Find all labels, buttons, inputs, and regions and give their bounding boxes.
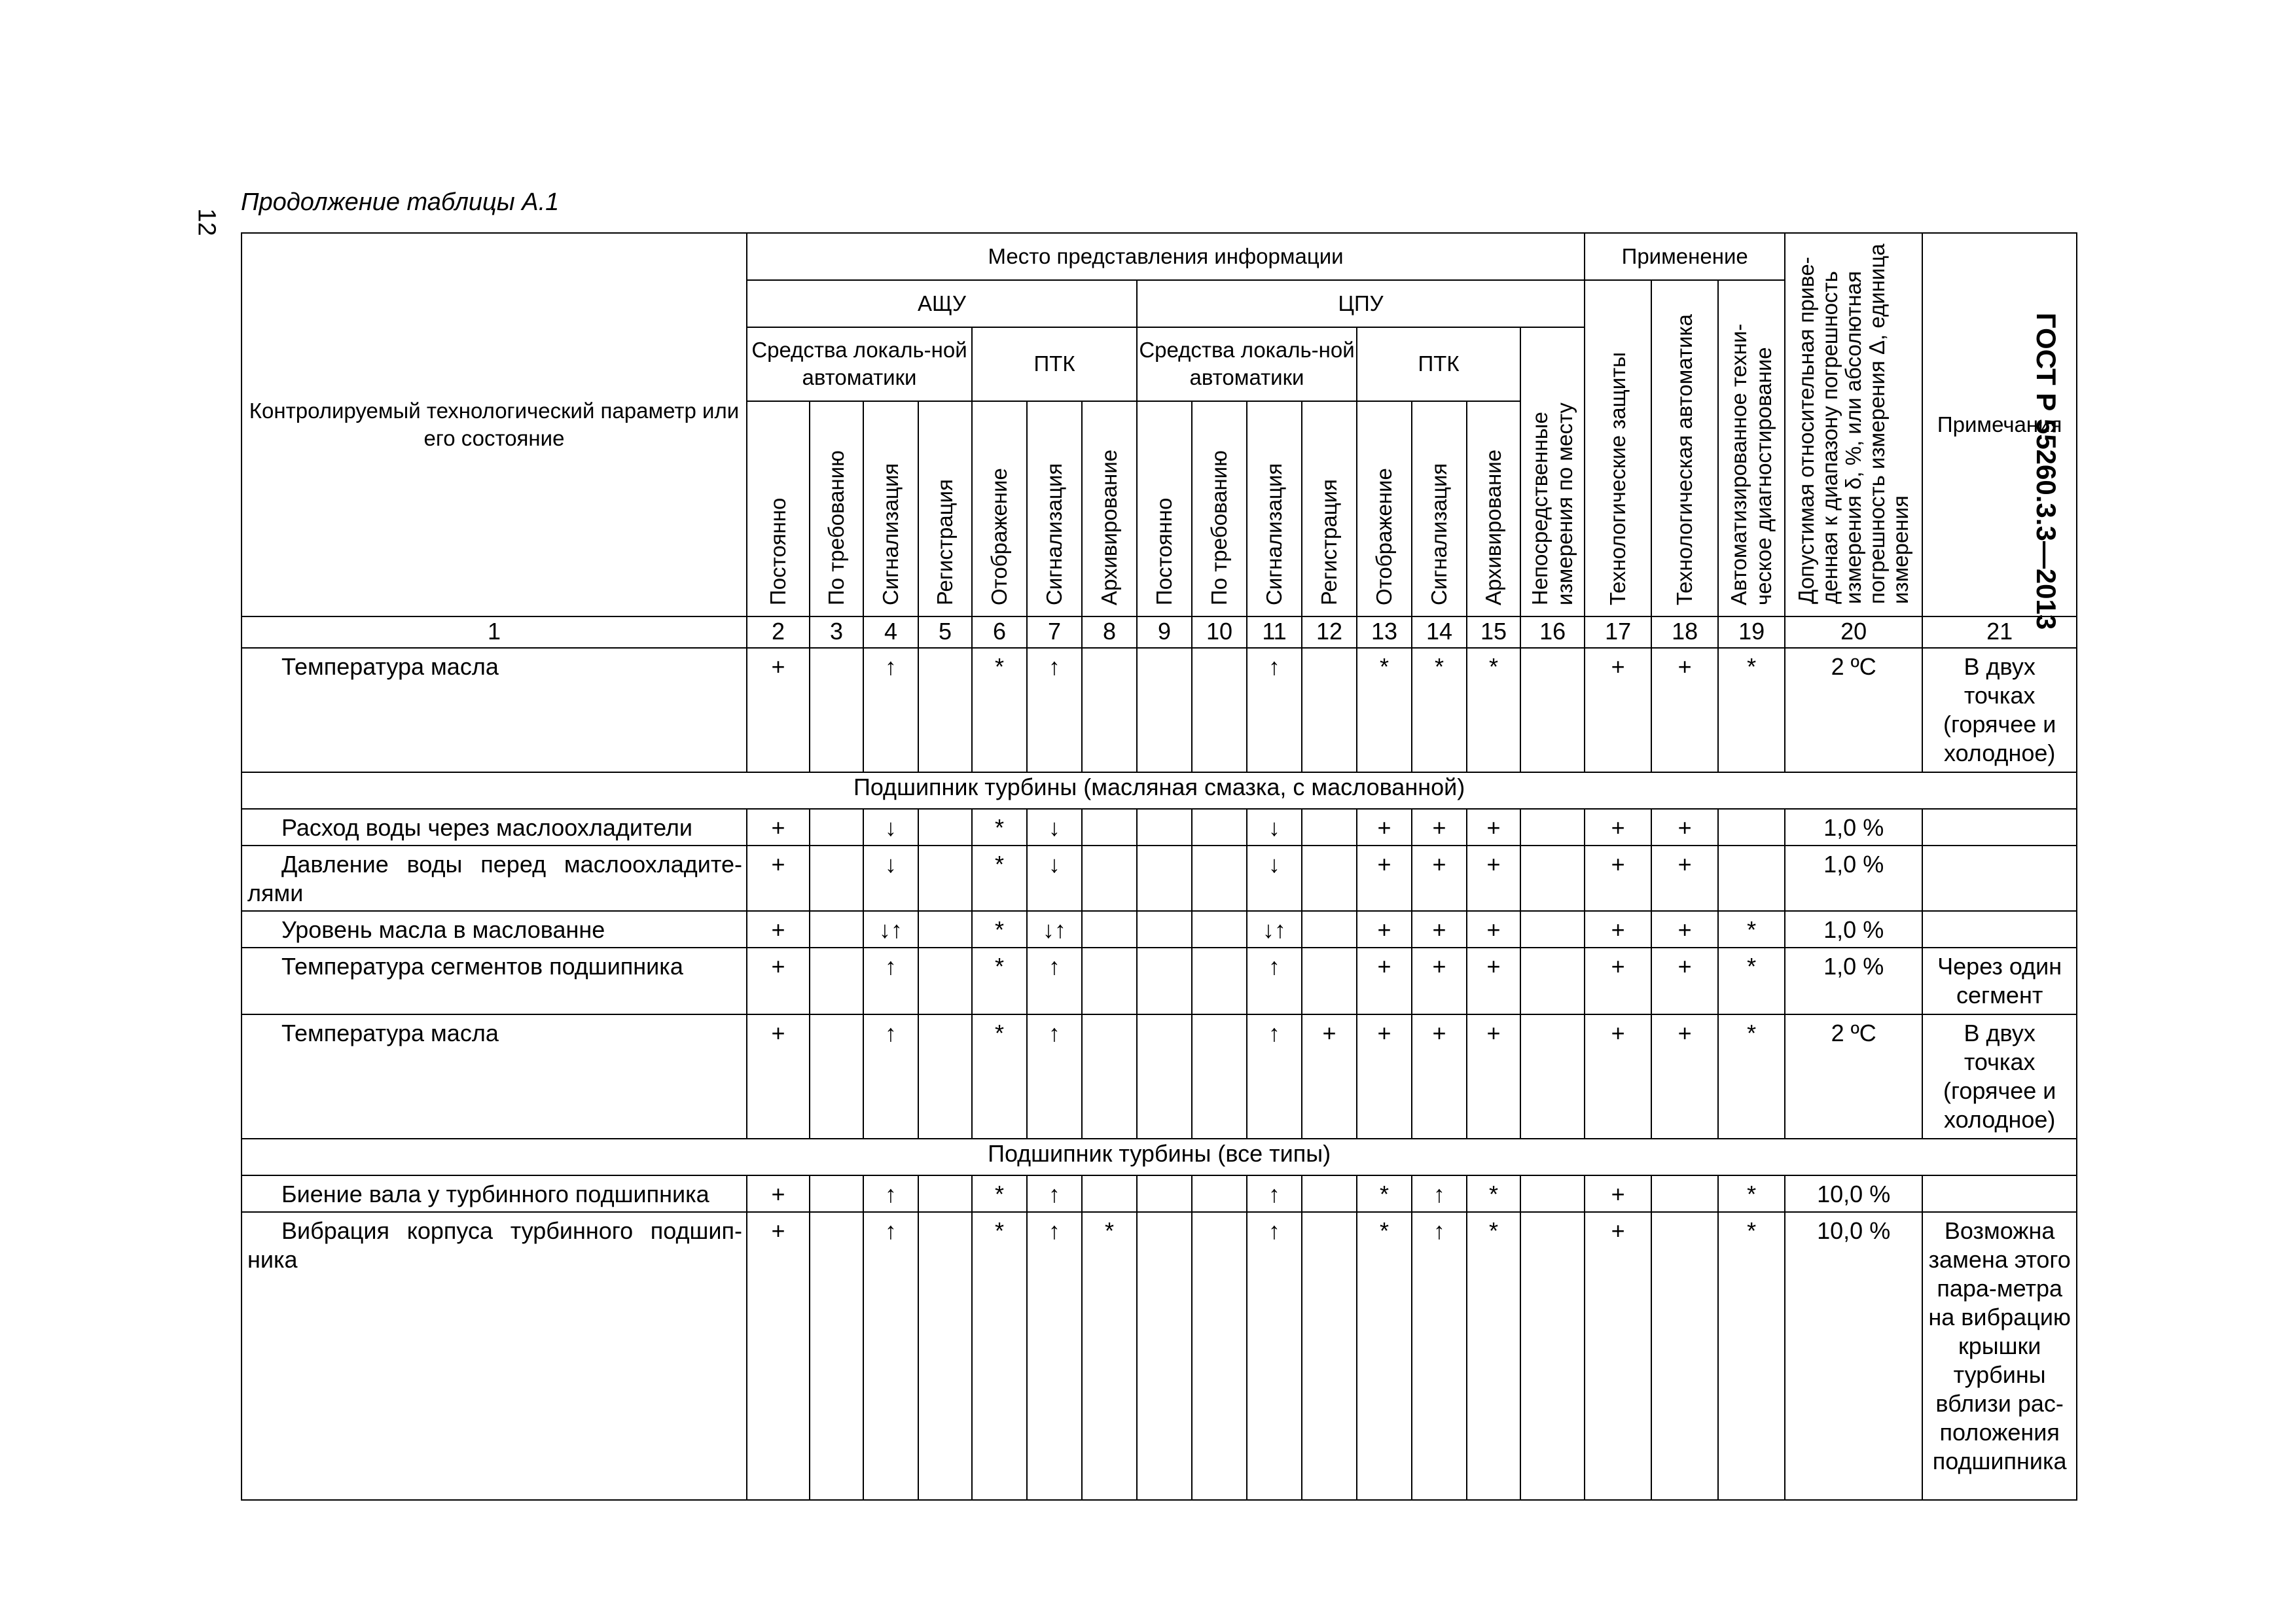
mark-cell bbox=[1082, 948, 1137, 1014]
table-caption: Продолжение таблицы А.1 bbox=[241, 188, 560, 216]
mark-cell: * bbox=[1718, 1175, 1785, 1212]
section-row bbox=[242, 1139, 2077, 1175]
mark-cell: + bbox=[747, 809, 810, 846]
mark-cell bbox=[1302, 948, 1357, 1014]
mark-cell: * bbox=[972, 911, 1027, 948]
mark-cell: * bbox=[972, 1212, 1027, 1500]
parameter-name: Температура сегментов подшипника bbox=[242, 948, 747, 1014]
mark-cell: * bbox=[972, 809, 1027, 846]
mark-cell bbox=[1520, 648, 1585, 772]
mark-cell: + bbox=[1651, 809, 1718, 846]
mark-cell: + bbox=[1651, 1014, 1718, 1139]
header-c9: Постоянно bbox=[1137, 401, 1192, 617]
mark-cell: * bbox=[1718, 911, 1785, 948]
parameter-name: Давление воды перед маслоохладите-лями bbox=[242, 846, 747, 911]
document-title: ГОСТ Р 55260.3.3—2013 bbox=[2031, 312, 2062, 630]
parameter-name: Вибрация корпуса турбинного подшип-ника bbox=[242, 1212, 747, 1500]
mark-cell bbox=[918, 911, 972, 948]
note-cell bbox=[1922, 1175, 2077, 1212]
mark-cell: + bbox=[747, 948, 810, 1014]
accuracy-cell: 1,0 % bbox=[1785, 809, 1922, 846]
mark-cell: * bbox=[972, 1014, 1027, 1139]
mark-cell: + bbox=[1651, 846, 1718, 911]
mark-cell bbox=[1520, 846, 1585, 911]
mark-cell: + bbox=[1467, 846, 1520, 911]
mark-cell bbox=[1520, 948, 1585, 1014]
mark-cell: + bbox=[747, 911, 810, 948]
mark-cell bbox=[918, 809, 972, 846]
mark-cell: ↓↑ bbox=[1027, 911, 1082, 948]
mark-cell: + bbox=[747, 1212, 810, 1500]
mark-cell: ↑ bbox=[1247, 1014, 1302, 1139]
mark-cell bbox=[1520, 911, 1585, 948]
table-row bbox=[242, 648, 2077, 772]
header-direct-measure: Непосредственные измерения по месту bbox=[1520, 327, 1585, 616]
header-cpu: ЦПУ bbox=[1137, 280, 1585, 327]
header-param: Контролируемый технологический параметр или его состояние bbox=[242, 233, 747, 616]
mark-cell bbox=[918, 948, 972, 1014]
mark-cell bbox=[1302, 911, 1357, 948]
column-number: 16 bbox=[1520, 616, 1585, 648]
section-title: Подшипник турбины (все типы) bbox=[242, 1139, 2077, 1175]
mark-cell: + bbox=[1467, 809, 1520, 846]
mark-cell bbox=[1137, 846, 1192, 911]
mark-cell: ↓ bbox=[863, 809, 918, 846]
mark-cell: ↓ bbox=[1027, 846, 1082, 911]
mark-cell bbox=[1082, 648, 1137, 772]
mark-cell bbox=[1520, 1014, 1585, 1139]
mark-cell: ↓↑ bbox=[863, 911, 918, 948]
mark-cell: + bbox=[747, 1175, 810, 1212]
mark-cell bbox=[1082, 809, 1137, 846]
note-cell bbox=[1922, 846, 2077, 911]
mark-cell: + bbox=[1585, 648, 1651, 772]
column-number: 17 bbox=[1585, 616, 1651, 648]
mark-cell bbox=[1137, 1175, 1192, 1212]
mark-cell bbox=[1137, 809, 1192, 846]
mark-cell bbox=[1137, 948, 1192, 1014]
mark-cell: + bbox=[1585, 911, 1651, 948]
mark-cell: + bbox=[1412, 846, 1467, 911]
mark-cell: * bbox=[1718, 648, 1785, 772]
section-title: Подшипник турбины (масляная смазка, с маслованной) bbox=[242, 772, 2077, 809]
mark-cell: * bbox=[1718, 1014, 1785, 1139]
column-number: 9 bbox=[1137, 616, 1192, 648]
mark-cell bbox=[1192, 948, 1247, 1014]
mark-cell: + bbox=[1585, 809, 1651, 846]
header-c2: Постоянно bbox=[747, 401, 810, 617]
column-number: 15 bbox=[1467, 616, 1520, 648]
header-auto-diag: Автоматизированное техни-ческое диагностирование bbox=[1718, 280, 1785, 616]
mark-cell: + bbox=[1651, 911, 1718, 948]
mark-cell: + bbox=[747, 1014, 810, 1139]
mark-cell bbox=[918, 1212, 972, 1500]
mark-cell: * bbox=[1357, 648, 1412, 772]
mark-cell: ↓ bbox=[863, 846, 918, 911]
mark-cell bbox=[1302, 648, 1357, 772]
mark-cell: * bbox=[972, 648, 1027, 772]
table-row bbox=[242, 948, 2077, 1014]
column-number: 7 bbox=[1027, 616, 1082, 648]
table-row bbox=[242, 1212, 2077, 1500]
mark-cell: ↓ bbox=[1247, 846, 1302, 911]
mark-cell bbox=[1137, 648, 1192, 772]
mark-cell: ↓↑ bbox=[1247, 911, 1302, 948]
header-c5: Регистрация bbox=[918, 401, 972, 617]
mark-cell: + bbox=[1412, 948, 1467, 1014]
note-cell bbox=[1922, 911, 2077, 948]
mark-cell bbox=[810, 1212, 863, 1500]
mark-cell: ↑ bbox=[1412, 1212, 1467, 1500]
parameter-name: Уровень масла в маслованне bbox=[242, 911, 747, 948]
mark-cell: * bbox=[1412, 648, 1467, 772]
page-number: 12 bbox=[192, 208, 221, 236]
mark-cell bbox=[918, 846, 972, 911]
parameter-name: Температура масла bbox=[242, 648, 747, 772]
accuracy-cell: 10,0 % bbox=[1785, 1175, 1922, 1212]
mark-cell: + bbox=[1651, 948, 1718, 1014]
column-number: 20 bbox=[1785, 616, 1922, 648]
column-number: 4 bbox=[863, 616, 918, 648]
mark-cell bbox=[1192, 1014, 1247, 1139]
accuracy-cell: 2 ºС bbox=[1785, 648, 1922, 772]
mark-cell: ↑ bbox=[1247, 1212, 1302, 1500]
mark-cell: + bbox=[1585, 1212, 1651, 1500]
mark-cell bbox=[1082, 1175, 1137, 1212]
mark-cell bbox=[1192, 1175, 1247, 1212]
mark-cell: * bbox=[1718, 948, 1785, 1014]
mark-cell bbox=[810, 648, 863, 772]
mark-cell bbox=[918, 648, 972, 772]
header-tech-protection: Технологические защиты bbox=[1585, 280, 1651, 616]
accuracy-cell: 1,0 % bbox=[1785, 846, 1922, 911]
header-c8: Архивирование bbox=[1082, 401, 1137, 617]
mark-cell: ↑ bbox=[863, 648, 918, 772]
mark-cell: ↑ bbox=[1027, 1014, 1082, 1139]
column-number: 2 bbox=[747, 616, 810, 648]
mark-cell bbox=[1651, 1212, 1718, 1500]
note-cell bbox=[1922, 809, 2077, 846]
mark-cell: * bbox=[1718, 1212, 1785, 1500]
mark-cell: + bbox=[1357, 948, 1412, 1014]
header-c15: Архивирование bbox=[1467, 401, 1520, 617]
mark-cell bbox=[1718, 846, 1785, 911]
mark-cell bbox=[810, 846, 863, 911]
mark-cell bbox=[1137, 1212, 1192, 1500]
note-cell: Возможна замена этого пара-метра на вибрацию крышки турбины вблизи рас-положения подшипника bbox=[1922, 1212, 2077, 1500]
mark-cell: + bbox=[747, 648, 810, 772]
mark-cell: ↓ bbox=[1027, 809, 1082, 846]
mark-cell bbox=[810, 948, 863, 1014]
mark-cell bbox=[1192, 911, 1247, 948]
column-number: 5 bbox=[918, 616, 972, 648]
mark-cell: + bbox=[1467, 948, 1520, 1014]
mark-cell bbox=[1302, 1175, 1357, 1212]
column-number: 8 bbox=[1082, 616, 1137, 648]
mark-cell: ↓ bbox=[1247, 809, 1302, 846]
header-cpu-local: Средства локаль-ной автоматики bbox=[1137, 327, 1357, 401]
header-c10: По требованию bbox=[1192, 401, 1247, 617]
column-number: 12 bbox=[1302, 616, 1357, 648]
mark-cell: + bbox=[1412, 809, 1467, 846]
column-number: 1 bbox=[242, 616, 747, 648]
mark-cell: ↑ bbox=[1247, 648, 1302, 772]
mark-cell bbox=[1137, 911, 1192, 948]
mark-cell: ↑ bbox=[1412, 1175, 1467, 1212]
header-cpu-ptk: ПТК bbox=[1357, 327, 1520, 401]
table-row bbox=[242, 911, 2077, 948]
mark-cell: * bbox=[972, 1175, 1027, 1212]
mark-cell: + bbox=[1467, 1014, 1520, 1139]
column-number: 21 bbox=[1922, 616, 2077, 648]
accuracy-cell: 10,0 % bbox=[1785, 1212, 1922, 1500]
mark-cell: * bbox=[972, 846, 1027, 911]
mark-cell: + bbox=[1651, 648, 1718, 772]
column-number: 6 bbox=[972, 616, 1027, 648]
header-c12: Регистрация bbox=[1302, 401, 1357, 617]
accuracy-cell: 1,0 % bbox=[1785, 948, 1922, 1014]
column-number: 11 bbox=[1247, 616, 1302, 648]
header-ashu-ptk: ПТК bbox=[972, 327, 1137, 401]
mark-cell: * bbox=[1467, 648, 1520, 772]
mark-cell: * bbox=[1357, 1212, 1412, 1500]
mark-cell bbox=[1192, 846, 1247, 911]
table-row bbox=[242, 809, 2077, 846]
mark-cell: + bbox=[1585, 846, 1651, 911]
mark-cell bbox=[1137, 1014, 1192, 1139]
mark-cell: * bbox=[1467, 1212, 1520, 1500]
mark-cell bbox=[1192, 1212, 1247, 1500]
mark-cell: + bbox=[1467, 911, 1520, 948]
mark-cell: ↑ bbox=[1247, 948, 1302, 1014]
header-c14: Сигнализация bbox=[1412, 401, 1467, 617]
header-ashu-local: Средства локаль-ной автоматики bbox=[747, 327, 972, 401]
mark-cell bbox=[1082, 846, 1137, 911]
column-number: 19 bbox=[1718, 616, 1785, 648]
mark-cell bbox=[1651, 1175, 1718, 1212]
parameter-name: Биение вала у турбинного подшипника bbox=[242, 1175, 747, 1212]
header-place: Место представления информации bbox=[747, 233, 1585, 280]
table-row bbox=[242, 1175, 2077, 1212]
header-ashu: АЩУ bbox=[747, 280, 1137, 327]
mark-cell: * bbox=[1467, 1175, 1520, 1212]
mark-cell: + bbox=[1412, 911, 1467, 948]
mark-cell: ↑ bbox=[863, 1212, 918, 1500]
mark-cell bbox=[810, 1014, 863, 1139]
note-cell: Через один сегмент bbox=[1922, 948, 2077, 1014]
mark-cell: + bbox=[747, 846, 810, 911]
header-accuracy: Допустимая относительная приве-денная к диапазону погрешность измерения δ, %, или абсолютная погрешность измерения Δ, единица измерения bbox=[1785, 233, 1922, 616]
table-body bbox=[242, 648, 2077, 1500]
column-number: 13 bbox=[1357, 616, 1412, 648]
mark-cell: + bbox=[1357, 1014, 1412, 1139]
accuracy-cell: 1,0 % bbox=[1785, 911, 1922, 948]
note-cell: В двух точках (горячее и холодное) bbox=[1922, 1014, 2077, 1139]
section-row bbox=[242, 772, 2077, 809]
column-number: 18 bbox=[1651, 616, 1718, 648]
header-c11: Сигнализация bbox=[1247, 401, 1302, 617]
header-application: Применение bbox=[1585, 233, 1785, 280]
mark-cell bbox=[918, 1175, 972, 1212]
mark-cell: + bbox=[1357, 809, 1412, 846]
header-notes: Примечания bbox=[1922, 233, 2077, 616]
mark-cell: * bbox=[1357, 1175, 1412, 1212]
header-c7: Сигнализация bbox=[1027, 401, 1082, 617]
column-number: 3 bbox=[810, 616, 863, 648]
mark-cell: + bbox=[1302, 1014, 1357, 1139]
mark-cell bbox=[1082, 1014, 1137, 1139]
mark-cell bbox=[1192, 648, 1247, 772]
mark-cell: ↑ bbox=[1247, 1175, 1302, 1212]
header-tech-auto: Технологическая автоматика bbox=[1651, 280, 1718, 616]
mark-cell: + bbox=[1585, 948, 1651, 1014]
mark-cell bbox=[1520, 1175, 1585, 1212]
mark-cell: ↑ bbox=[863, 1014, 918, 1139]
parameters-table bbox=[241, 232, 2077, 1501]
mark-cell: + bbox=[1412, 1014, 1467, 1139]
mark-cell bbox=[1302, 846, 1357, 911]
mark-cell bbox=[918, 1014, 972, 1139]
header-c6: Отображение bbox=[972, 401, 1027, 617]
mark-cell: ↑ bbox=[863, 948, 918, 1014]
parameter-name: Расход воды через маслоохладители bbox=[242, 809, 747, 846]
mark-cell: * bbox=[1082, 1212, 1137, 1500]
mark-cell bbox=[1520, 809, 1585, 846]
mark-cell bbox=[1302, 1212, 1357, 1500]
mark-cell: + bbox=[1357, 911, 1412, 948]
mark-cell: ↑ bbox=[1027, 948, 1082, 1014]
mark-cell bbox=[1082, 911, 1137, 948]
header-c13: Отображение bbox=[1357, 401, 1412, 617]
mark-cell bbox=[810, 1175, 863, 1212]
parameter-name: Температура масла bbox=[242, 1014, 747, 1139]
mark-cell: * bbox=[972, 948, 1027, 1014]
mark-cell: ↑ bbox=[1027, 1212, 1082, 1500]
mark-cell: + bbox=[1585, 1014, 1651, 1139]
column-number: 14 bbox=[1412, 616, 1467, 648]
table-row bbox=[242, 846, 2077, 911]
mark-cell: + bbox=[1357, 846, 1412, 911]
note-cell: В двух точках (горячее и холодное) bbox=[1922, 648, 2077, 772]
mark-cell bbox=[1718, 809, 1785, 846]
mark-cell bbox=[1302, 809, 1357, 846]
header-c4: Сигнализация bbox=[863, 401, 918, 617]
column-number: 10 bbox=[1192, 616, 1247, 648]
mark-cell bbox=[810, 809, 863, 846]
mark-cell: ↑ bbox=[1027, 648, 1082, 772]
column-numbers-row bbox=[242, 616, 2077, 648]
mark-cell bbox=[1520, 1212, 1585, 1500]
header-c3: По требованию bbox=[810, 401, 863, 617]
mark-cell: ↑ bbox=[1027, 1175, 1082, 1212]
mark-cell bbox=[810, 911, 863, 948]
mark-cell: + bbox=[1585, 1175, 1651, 1212]
table-row bbox=[242, 1014, 2077, 1139]
mark-cell: ↑ bbox=[863, 1175, 918, 1212]
mark-cell bbox=[1192, 809, 1247, 846]
accuracy-cell: 2 ºС bbox=[1785, 1014, 1922, 1139]
